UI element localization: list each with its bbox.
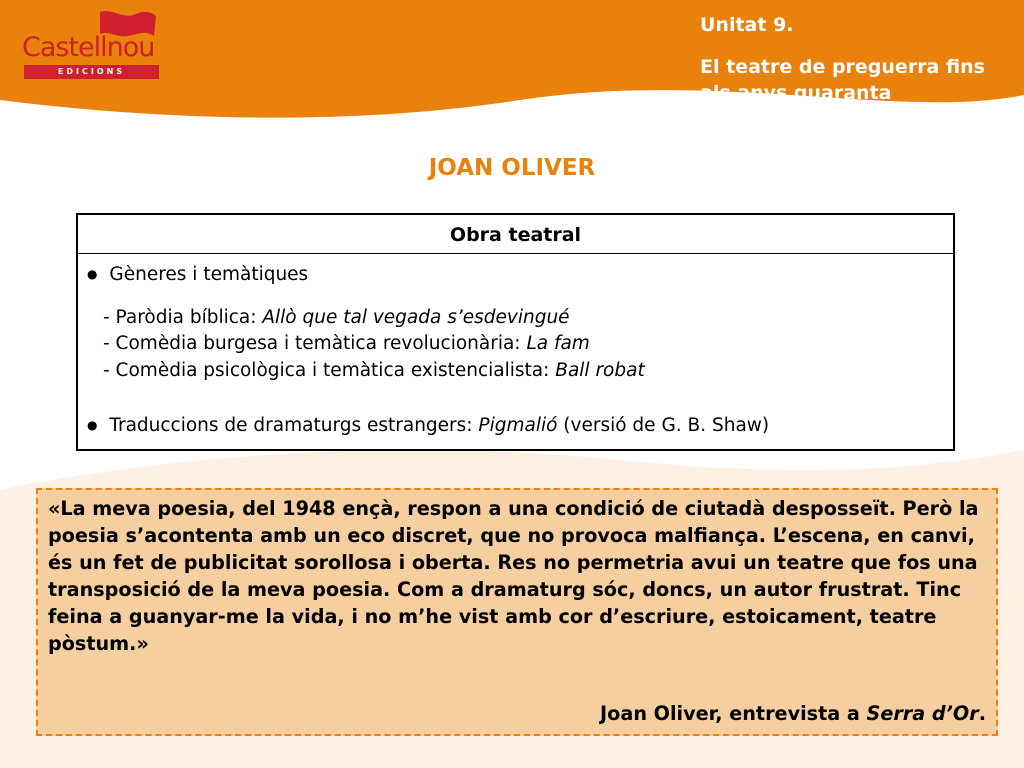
page-title: JOAN OLIVER (428, 155, 596, 181)
item-prefix: - Comèdia psicològica i temàtica existencialista: (103, 360, 556, 381)
list-item (103, 307, 570, 328)
bullet-icon: ● (87, 267, 98, 281)
list-item (103, 333, 590, 354)
item-prefix: - Comèdia burgesa i temàtica revolucionària: (103, 333, 527, 354)
works-table (76, 213, 955, 451)
item-work: La fam (526, 333, 590, 354)
castellnou-logo (22, 10, 162, 80)
header-banner (0, 0, 1024, 130)
quote-source-suffix: . (978, 702, 986, 725)
bullet-icon: ● (87, 418, 98, 432)
quote-source (600, 702, 986, 725)
unit-subtitle: El teatre de preguerra fins als anys quaranta (700, 56, 985, 104)
item-work: Allò que tal vegada s’esdevingué (262, 307, 570, 328)
table-heading: Obra teatral (78, 215, 953, 254)
item-prefix: - Paròdia bíblica: (103, 307, 263, 328)
list-item (103, 360, 645, 381)
bullet-translations (87, 415, 769, 436)
translations-work: Pigmalió (478, 415, 558, 436)
quote-source-prefix: Joan Oliver, entrevista a (600, 702, 867, 725)
bullet-genres (87, 264, 308, 285)
translations-prefix: Traduccions de dramaturgs estrangers: (109, 415, 479, 436)
unit-number: Unitat 9. (700, 14, 794, 36)
quote-text: «La meva poesia, del 1948 ençà, respon a una condició de ciutadà desposseït. Però la poesia s’acontenta amb un eco discret, que no provoca malfiança. L’escena, en canvi, és un fet de publicitat sorollosa i oberta. Res no permetria avui un teatre que fos una transposició de la meva poesia. Com a dramaturg sóc, doncs, un autor frustrat. Tinc feina a guanyar-me la vida, i no m’he vist amb cor d’escriure, estoicament, teatre pòstum.» (48, 497, 979, 655)
quote-box (36, 488, 998, 736)
quote-source-work: Serra d’Or (866, 702, 979, 725)
translations-suffix: (versió de G. B. Shaw) (557, 415, 770, 436)
brand-name: Castellnou (22, 32, 155, 63)
item-work: Ball robat (555, 360, 645, 381)
bullet-genres-label: Gèneres i temàtiques (109, 264, 309, 285)
brand-subtitle: EDICIONS (24, 65, 159, 79)
